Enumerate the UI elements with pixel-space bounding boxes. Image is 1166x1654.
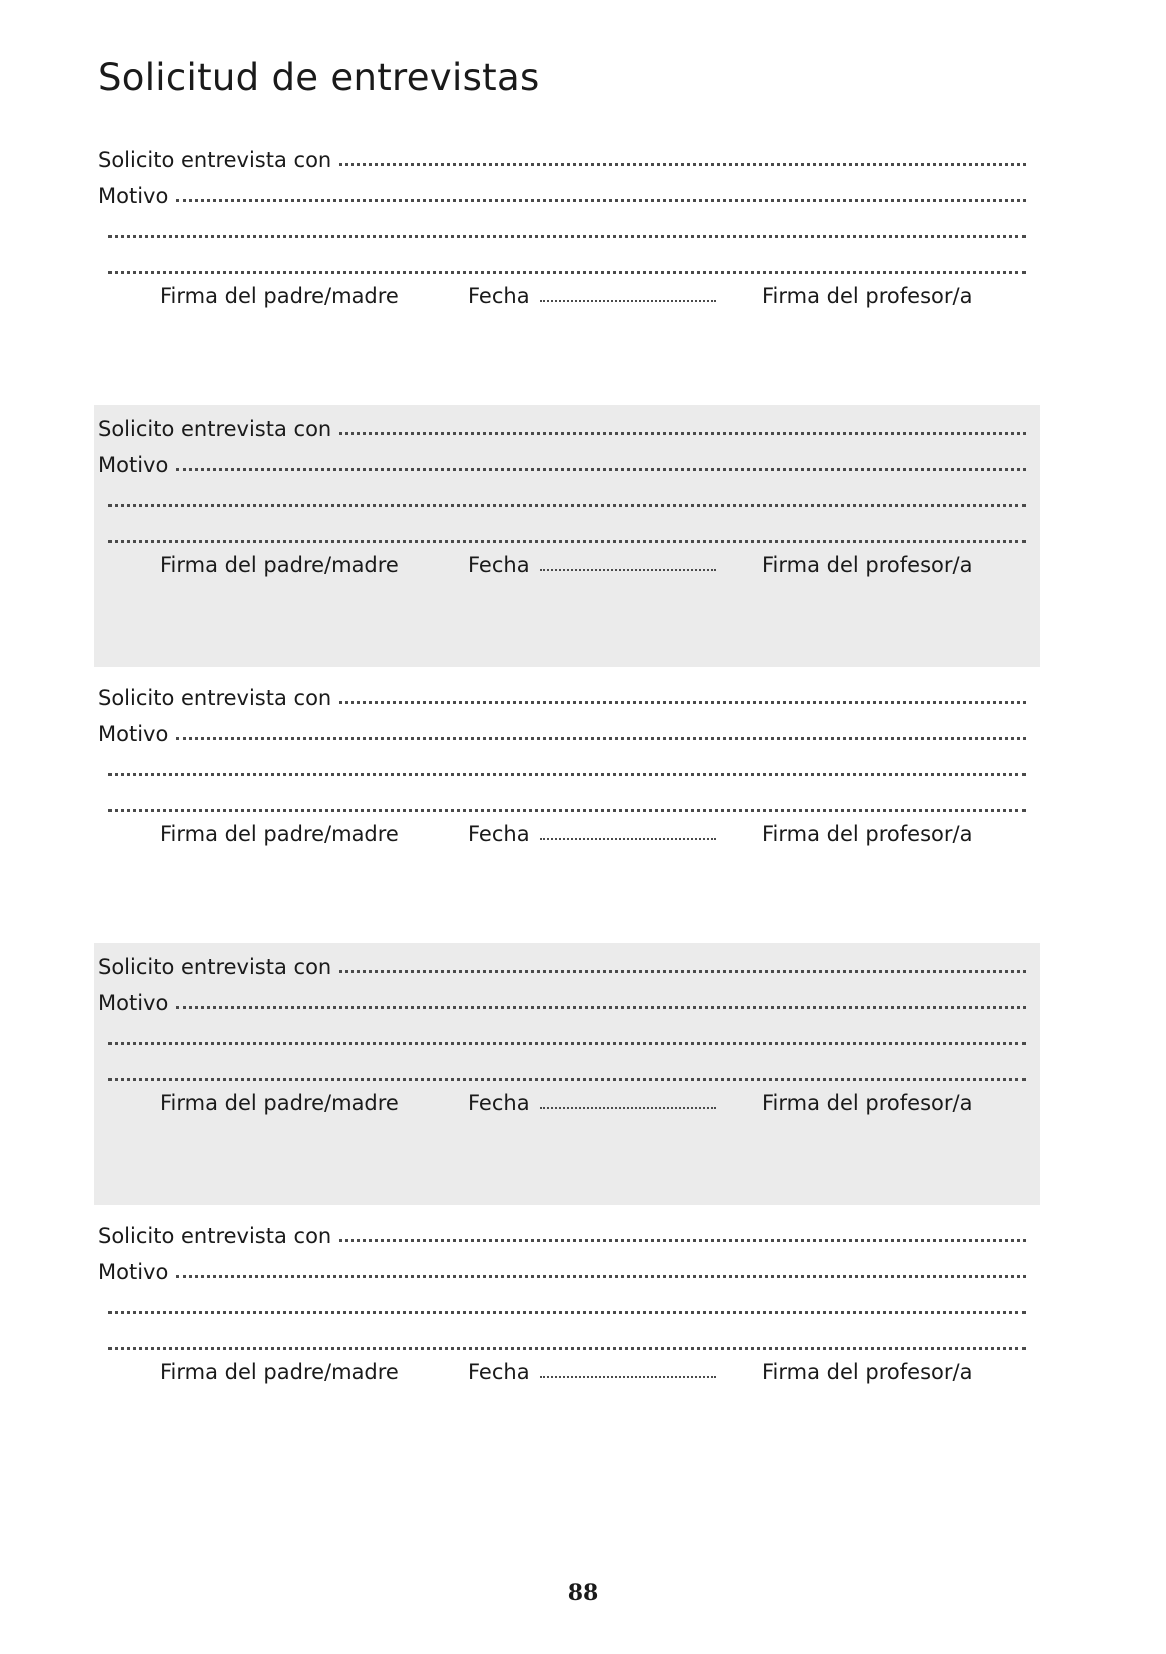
date-label: Fecha bbox=[468, 1360, 530, 1384]
reason-field-continued[interactable] bbox=[108, 235, 1026, 238]
reason-continuation-line bbox=[108, 483, 1026, 513]
reason-continuation-line bbox=[108, 1290, 1026, 1320]
parent-signature-label: Firma del padre/madre bbox=[160, 1360, 399, 1384]
parent-signature-label: Firma del padre/madre bbox=[160, 284, 399, 308]
reason-label: Motivo bbox=[98, 184, 169, 208]
page-number: 88 bbox=[567, 1580, 599, 1606]
date-label: Fecha bbox=[468, 1091, 530, 1115]
reason-continuation-line bbox=[108, 1021, 1026, 1051]
request-label: Solicito entrevista con bbox=[98, 417, 332, 441]
reason-continuation-line bbox=[108, 1057, 1026, 1087]
reason-field[interactable] bbox=[176, 737, 1026, 740]
reason-continuation-line bbox=[108, 1326, 1026, 1356]
reason-field-continued[interactable] bbox=[108, 1078, 1026, 1081]
teacher-signature-label: Firma del profesor/a bbox=[762, 1091, 973, 1115]
interview-request-form bbox=[94, 136, 1040, 398]
request-field[interactable] bbox=[339, 701, 1026, 704]
interview-request-form bbox=[94, 674, 1040, 936]
parent-signature-label: Firma del padre/madre bbox=[160, 1091, 399, 1115]
date-field-group bbox=[468, 1360, 716, 1384]
reason-line bbox=[98, 447, 1026, 477]
date-label: Fecha bbox=[468, 284, 530, 308]
date-label: Fecha bbox=[468, 822, 530, 846]
signature-row bbox=[94, 553, 1040, 587]
request-label: Solicito entrevista con bbox=[98, 1224, 332, 1248]
reason-line bbox=[98, 178, 1026, 208]
reason-field-continued[interactable] bbox=[108, 504, 1026, 507]
reason-field-continued[interactable] bbox=[108, 540, 1026, 543]
parent-signature-label: Firma del padre/madre bbox=[160, 822, 399, 846]
request-field[interactable] bbox=[339, 970, 1026, 973]
reason-continuation-line bbox=[108, 519, 1026, 549]
reason-label: Motivo bbox=[98, 1260, 169, 1284]
signature-row bbox=[94, 822, 1040, 856]
reason-field[interactable] bbox=[176, 199, 1026, 202]
reason-field-continued[interactable] bbox=[108, 809, 1026, 812]
parent-signature-label: Firma del padre/madre bbox=[160, 553, 399, 577]
request-line bbox=[98, 411, 1026, 441]
interview-request-form bbox=[94, 1212, 1040, 1474]
page-title: Solicitud de entrevistas bbox=[98, 56, 540, 99]
request-line bbox=[98, 680, 1026, 710]
date-field[interactable] bbox=[540, 569, 716, 571]
reason-continuation-line bbox=[108, 752, 1026, 782]
reason-continuation-line bbox=[108, 214, 1026, 244]
reason-label: Motivo bbox=[98, 722, 169, 746]
request-label: Solicito entrevista con bbox=[98, 955, 332, 979]
interview-request-form bbox=[94, 405, 1040, 667]
teacher-signature-label: Firma del profesor/a bbox=[762, 1360, 973, 1384]
reason-field-continued[interactable] bbox=[108, 1042, 1026, 1045]
interview-request-form bbox=[94, 943, 1040, 1205]
signature-row bbox=[94, 284, 1040, 318]
reason-continuation-line bbox=[108, 788, 1026, 818]
date-field-group bbox=[468, 1091, 716, 1115]
request-line bbox=[98, 142, 1026, 172]
request-line bbox=[98, 1218, 1026, 1248]
teacher-signature-label: Firma del profesor/a bbox=[762, 822, 973, 846]
date-field[interactable] bbox=[540, 1376, 716, 1378]
reason-label: Motivo bbox=[98, 991, 169, 1015]
signature-row bbox=[94, 1091, 1040, 1125]
reason-line bbox=[98, 716, 1026, 746]
reason-field-continued[interactable] bbox=[108, 1347, 1026, 1350]
reason-field-continued[interactable] bbox=[108, 1311, 1026, 1314]
date-field[interactable] bbox=[540, 838, 716, 840]
date-field[interactable] bbox=[540, 1107, 716, 1109]
teacher-signature-label: Firma del profesor/a bbox=[762, 553, 973, 577]
reason-field-continued[interactable] bbox=[108, 271, 1026, 274]
reason-continuation-line bbox=[108, 250, 1026, 280]
reason-line bbox=[98, 1254, 1026, 1284]
date-field-group bbox=[468, 822, 716, 846]
reason-field[interactable] bbox=[176, 468, 1026, 471]
reason-line bbox=[98, 985, 1026, 1015]
reason-field-continued[interactable] bbox=[108, 773, 1026, 776]
date-field-group bbox=[468, 284, 716, 308]
reason-field[interactable] bbox=[176, 1006, 1026, 1009]
date-field-group bbox=[468, 553, 716, 577]
reason-label: Motivo bbox=[98, 453, 169, 477]
request-label: Solicito entrevista con bbox=[98, 148, 332, 172]
reason-field[interactable] bbox=[176, 1275, 1026, 1278]
signature-row bbox=[94, 1360, 1040, 1394]
teacher-signature-label: Firma del profesor/a bbox=[762, 284, 973, 308]
request-field[interactable] bbox=[339, 1239, 1026, 1242]
request-line bbox=[98, 949, 1026, 979]
request-field[interactable] bbox=[339, 163, 1026, 166]
request-label: Solicito entrevista con bbox=[98, 686, 332, 710]
date-label: Fecha bbox=[468, 553, 530, 577]
date-field[interactable] bbox=[540, 300, 716, 302]
request-field[interactable] bbox=[339, 432, 1026, 435]
